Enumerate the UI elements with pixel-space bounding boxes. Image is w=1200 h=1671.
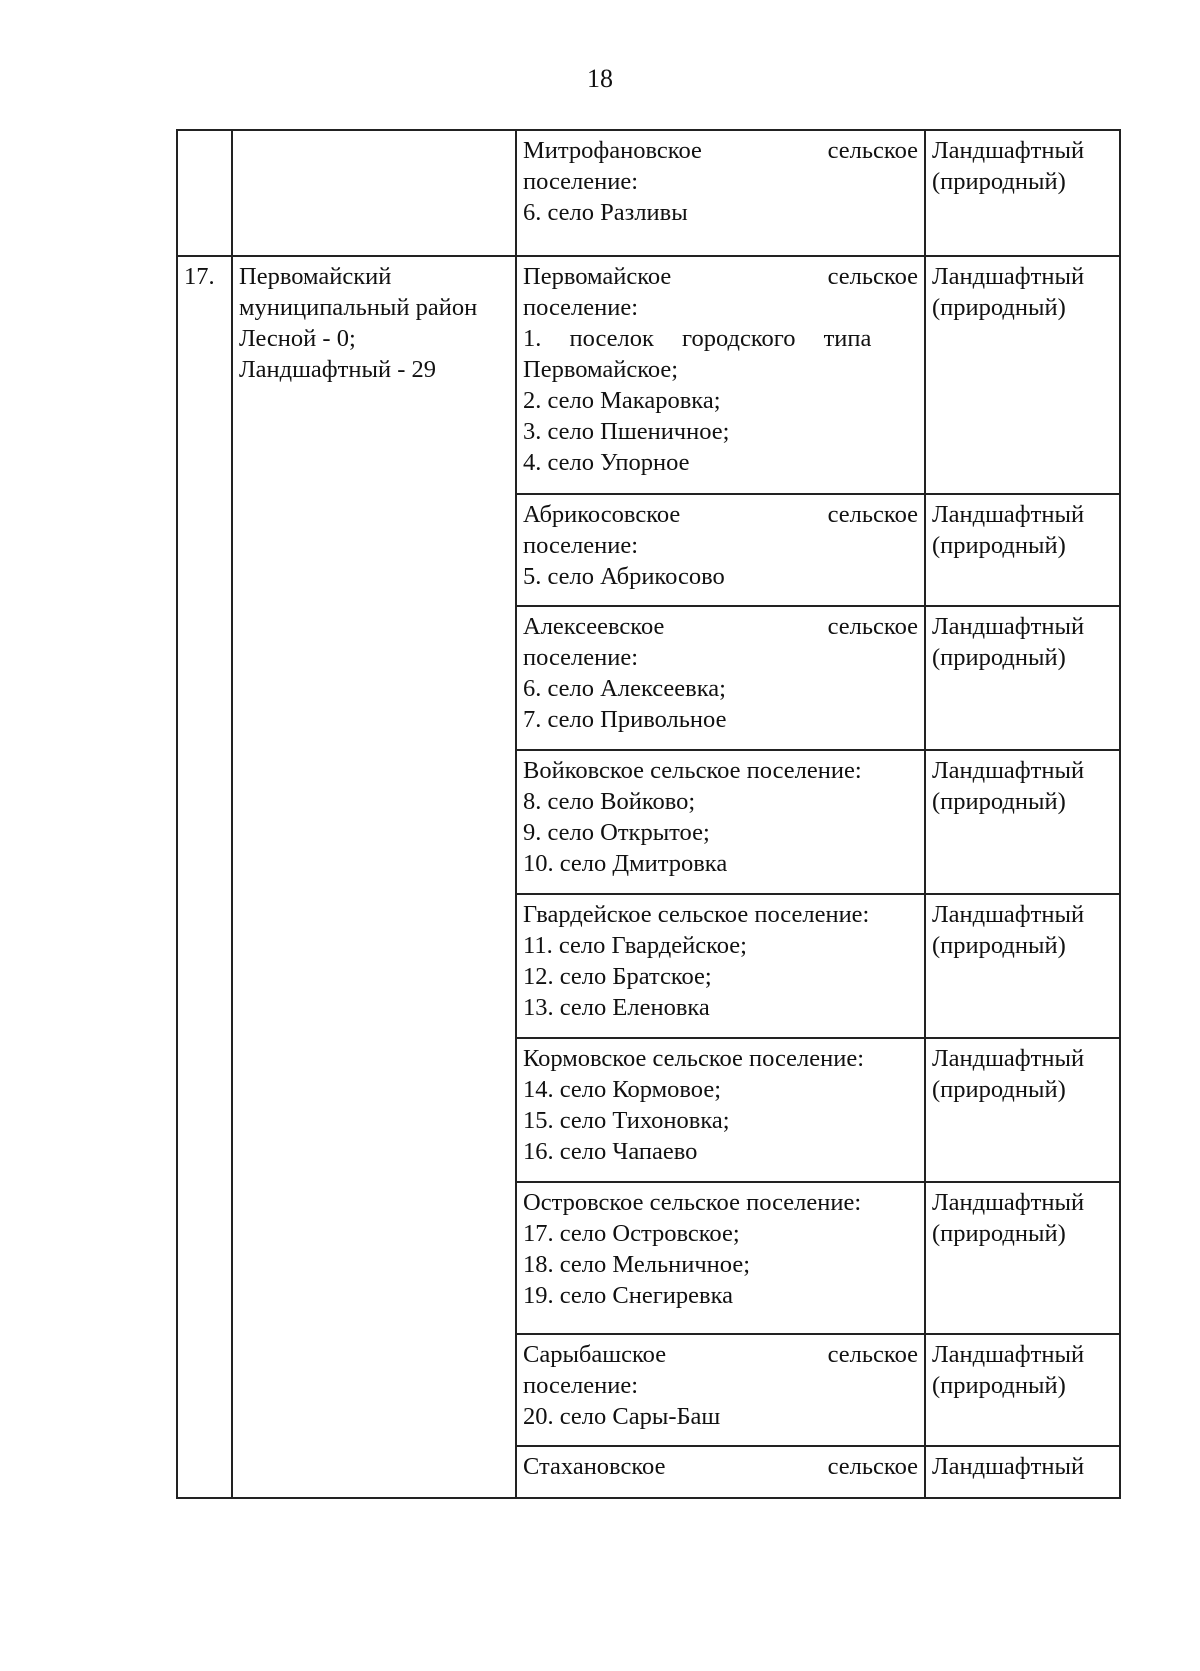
list-item: 8. село Войково; [523, 788, 696, 815]
settlement-cell [516, 1038, 925, 1182]
type-cell: Ландшафтный (природный) [925, 1182, 1120, 1334]
list-item: 4. село Упорное [523, 449, 690, 476]
type-cell: Ландшафтный (природный) [925, 1038, 1120, 1182]
settlement-cell [516, 894, 925, 1038]
type-cell: Ландшафтный (природный) [925, 1334, 1120, 1446]
list-item: 12. село Братское; [523, 963, 712, 990]
empty-district-cell [232, 130, 516, 256]
settlement-cell [516, 1182, 925, 1334]
settlement-cell: Алексеевское сельское поселение: 6. село Алексеевка; 7. село Привольное [516, 606, 925, 750]
type-cell: Ландшафтный (природный) [925, 130, 1120, 256]
settlement-cell: Абрикосовское сельское поселение: 5. село Абрикосово [516, 494, 925, 606]
settlement-heading: Алексеевское сельское [523, 613, 918, 640]
table-row [177, 130, 1120, 256]
district-number: 17. [177, 256, 232, 1498]
list-item: 18. село Мельничное; [523, 1251, 751, 1278]
list-item: 6. село Алексеевка; [523, 675, 726, 702]
list-item: 5. село Абрикосово [523, 563, 725, 590]
list-item: 2. село Макаровка; [523, 387, 721, 414]
type-cell: Ландшафтный (природный) [925, 606, 1120, 750]
list-item: 19. село Снегиревка [523, 1282, 733, 1309]
list-item: 13. село Еленовка [523, 994, 710, 1021]
settlement-heading-cont: поселение: [523, 168, 639, 195]
settlement-heading: Абрикосовское сельское [523, 501, 918, 528]
type-cell: Ландшафтный (природный) [925, 494, 1120, 606]
settlement-heading: Митрофановское сельское [523, 137, 918, 164]
list-item: 7. село Привольное [523, 706, 727, 733]
type-cell: Ландшафтный (природный) [925, 894, 1120, 1038]
settlement-heading: Стахановское сельское [523, 1453, 918, 1480]
list-item: 17. село Островское; [523, 1220, 740, 1247]
empty-number-cell [177, 130, 232, 256]
list-item: 3. село Пшеничное; [523, 418, 730, 445]
list-item: 6. село Разливы [523, 199, 688, 226]
type-cell: Ландшафтный (природный) [925, 256, 1120, 494]
page-number: 18 [587, 64, 613, 93]
settlement-heading: Кормовское сельское поселение: [523, 1045, 865, 1072]
settlement-cell [516, 750, 925, 894]
list-item: Первомайское; [523, 356, 679, 383]
list-item: 15. село Тихоновка; [523, 1107, 730, 1134]
settlement-heading: Островское сельское поселение: [523, 1189, 862, 1216]
list-item: 11. село Гвардейское; [523, 932, 747, 959]
settlement-heading: Гвардейское сельское поселение: [523, 901, 870, 928]
type-cell: Ландшафтный (природный) [925, 750, 1120, 894]
type-cell: Ландшафтный [925, 1446, 1120, 1498]
settlement-cell: Сарыбашское сельское поселение: 20. село Сары-Баш [516, 1334, 925, 1446]
list-item: 14. село Кормовое; [523, 1076, 722, 1103]
settlement-heading: Сарыбашское сельское [523, 1341, 918, 1368]
settlement-cell [516, 130, 925, 256]
list-item: 10. село Дмитровка [523, 850, 728, 877]
settlements-table [176, 129, 1121, 1499]
list-item: 1. поселок городского типа [523, 325, 872, 352]
settlement-heading: Первомайское сельское [523, 263, 918, 290]
list-item: 9. село Открытое; [523, 819, 710, 846]
settlement-cell: Первомайское сельское поселение: 1. поселок городского типа Первомайское; 2. село Макаровка; 3. село Пшеничное; 4. село Упорное [516, 256, 925, 494]
list-item: 20. село Сары-Баш [523, 1403, 721, 1430]
district-name-cell: Первомайский муниципальный район Лесной - 0; Ландшафтный - 29 [232, 256, 516, 1498]
list-item: 16. село Чапаево [523, 1138, 698, 1165]
table-row [177, 256, 1120, 494]
settlement-cell [516, 1446, 925, 1498]
settlement-heading: Войковское сельское поселение: [523, 757, 862, 784]
